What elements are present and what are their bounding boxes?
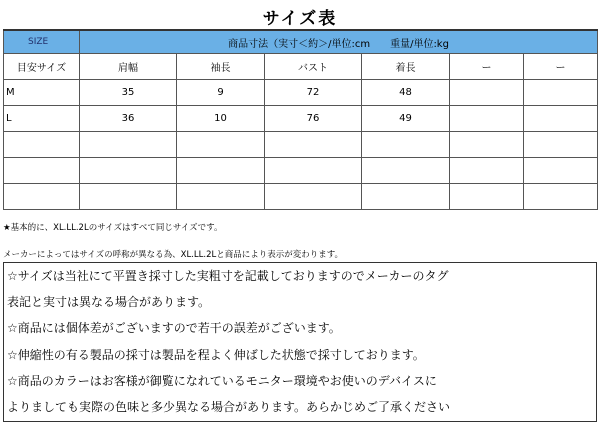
table-cell: 10 — [177, 106, 265, 132]
table-cell — [362, 184, 450, 210]
disclaimer-line: ☆サイズは当社にて平置き採寸した実粗寸を記載しておりますのでメーカーのタグ — [7, 269, 449, 283]
column-label: ー — [524, 54, 598, 80]
table-cell — [177, 184, 265, 210]
disclaimer-box — [3, 262, 597, 422]
table-cell — [450, 184, 524, 210]
table-cell — [80, 132, 177, 158]
table-cell — [4, 158, 80, 184]
table-cell — [524, 80, 598, 106]
size-note: ★基本的に、XL.LL.2Lのサイズはすべて同じサイズです。 — [3, 223, 223, 233]
table-cell — [450, 132, 524, 158]
table-cell — [177, 132, 265, 158]
table-cell — [524, 132, 598, 158]
measurement-unit-header: 商品寸法（実寸＜約＞/単位:cm 重量/単位:kg — [80, 30, 598, 54]
disclaimer-line: ☆伸縮性の有る製品の採寸は製品を程よく伸ばした状態で採寸しております。 — [7, 347, 425, 362]
table-cell — [362, 132, 450, 158]
column-labels-row — [4, 54, 598, 80]
table-cell: 36 — [80, 106, 177, 132]
table-cell — [450, 106, 524, 132]
table-header-row — [4, 30, 598, 54]
column-label: 目安サイズ — [4, 54, 80, 80]
table-cell: 49 — [362, 106, 450, 132]
table-cell — [524, 158, 598, 184]
table-cell — [524, 184, 598, 210]
column-label: バスト — [265, 54, 362, 80]
table-cell — [265, 132, 362, 158]
table-cell — [265, 184, 362, 210]
column-label: ー — [450, 54, 524, 80]
table-cell: 48 — [362, 80, 450, 106]
table-cell: 76 — [265, 106, 362, 132]
table-cell — [450, 158, 524, 184]
table-cell: 72 — [265, 80, 362, 106]
column-label: 肩幅 — [80, 54, 177, 80]
page-title: サイズ表 — [262, 9, 338, 29]
table-cell: M — [4, 80, 80, 106]
table-cell: 35 — [80, 80, 177, 106]
disclaimer-line: 表記と実寸は異なる場合があります。 — [7, 295, 211, 310]
maker-note: メーカーによってはサイズの呼称が異なる為、XL.LL.2Lと商品により表示が変わります。 — [3, 250, 344, 260]
table-cell — [524, 106, 598, 132]
size-table — [3, 29, 598, 210]
table-row — [4, 132, 598, 158]
table-cell: L — [4, 106, 80, 132]
disclaimer-line: ☆商品のカラーはお客様が御覧になれているモニター環境やお使いのデバイスに — [7, 373, 437, 388]
column-label: 着長 — [362, 54, 450, 80]
table-cell — [80, 158, 177, 184]
table-cell — [177, 158, 265, 184]
table-cell — [265, 158, 362, 184]
table-cell — [4, 184, 80, 210]
table-cell — [362, 158, 450, 184]
size-label: SIZE — [4, 30, 80, 54]
table-row — [4, 80, 598, 106]
disclaimer-line: よりましても実際の色味と多少異なる場合があります。あらかじめご了承ください — [7, 399, 451, 414]
table-row — [4, 184, 598, 210]
column-label: 袖長 — [177, 54, 265, 80]
table-row — [4, 106, 598, 132]
table-cell: 9 — [177, 80, 265, 106]
table-cell — [80, 184, 177, 210]
table-cell — [450, 80, 524, 106]
table-cell — [4, 132, 80, 158]
table-row — [4, 158, 598, 184]
disclaimer-line: ☆商品には個体差がございますので若干の誤差がございます。 — [7, 321, 341, 336]
